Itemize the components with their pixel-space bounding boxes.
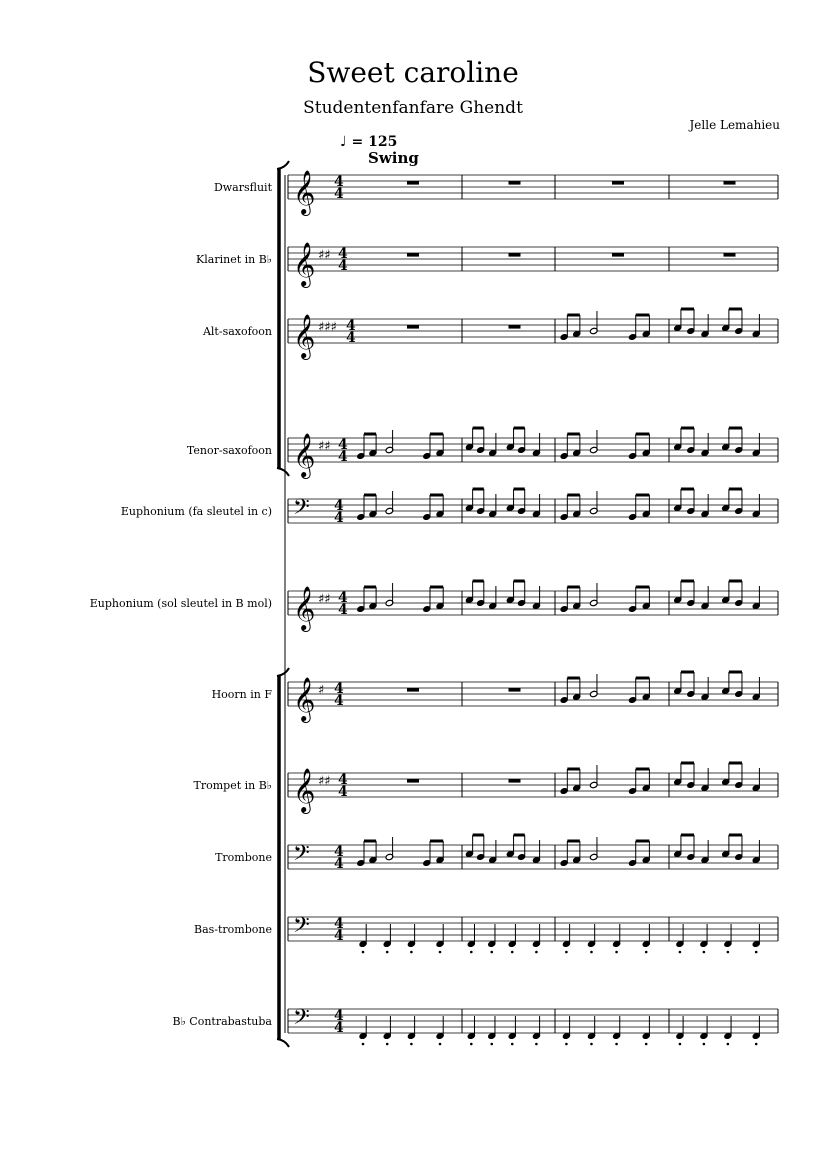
- time-sig-top: 4: [334, 844, 344, 860]
- staccato-dot: [410, 951, 413, 954]
- time-sig-bottom: 4: [338, 258, 348, 274]
- staccato-dot: [535, 951, 538, 954]
- key-signature: ♯♯: [318, 774, 331, 789]
- woodwind-bracket-bottom: [277, 468, 289, 476]
- staccato-dot: [755, 951, 758, 954]
- time-sig-bottom: 4: [334, 186, 344, 202]
- key-signature: ♯♯: [318, 439, 331, 454]
- brass-bracket-bottom: [277, 1039, 289, 1047]
- key-signature: ♯♯: [318, 248, 331, 263]
- time-sig-bottom: 4: [346, 330, 356, 346]
- staccato-dot: [470, 1043, 473, 1046]
- instrument-name: Euphonium (sol sleutel in B mol): [89, 597, 272, 610]
- time-sig-bottom: 4: [334, 856, 344, 872]
- staccato-dot: [727, 951, 730, 954]
- key-signature: ♯♯♯: [318, 320, 337, 335]
- whole-rest: [407, 253, 419, 257]
- staccato-dot: [590, 951, 593, 954]
- staccato-dot: [755, 1043, 758, 1046]
- staccato-dot: [511, 951, 514, 954]
- tempo-marking: ♩ = 125: [340, 134, 398, 150]
- instrument-name: Euphonium (fa sleutel in c): [120, 505, 272, 518]
- staccato-dot: [511, 1043, 514, 1046]
- key-signature: ♯♯: [318, 592, 331, 607]
- time-sig-top: 4: [334, 498, 344, 514]
- composer: Jelle Lemahieu: [689, 118, 780, 132]
- staccato-dot: [703, 951, 706, 954]
- bass-clef: 𝄢: [293, 1005, 310, 1035]
- staccato-dot: [410, 1043, 413, 1046]
- time-sig-top: 4: [346, 318, 356, 334]
- staccato-dot: [615, 1043, 618, 1046]
- woodwind-bracket-top: [277, 161, 289, 169]
- staccato-dot: [590, 1043, 593, 1046]
- instrument-name: Tenor-saxofoon: [186, 444, 272, 457]
- title: Sweet caroline: [307, 56, 519, 89]
- staff-system: [90, 161, 778, 1047]
- whole-rest: [509, 253, 521, 257]
- staccato-dot: [362, 1043, 365, 1046]
- key-signature: ♯: [318, 683, 325, 698]
- staccato-dot: [565, 951, 568, 954]
- time-sig-bottom: 4: [334, 928, 344, 944]
- instrument-name: Trompet in B♭: [193, 779, 272, 792]
- treble-clef: 𝄞: [293, 170, 316, 214]
- staccato-dot: [386, 1043, 389, 1046]
- tempo-style: Swing: [368, 149, 419, 167]
- instrument-name: Bas-trombone: [194, 923, 272, 936]
- whole-rest: [612, 253, 624, 257]
- staccato-dot: [490, 951, 493, 954]
- instrument-name: B♭ Contrabastuba: [172, 1015, 272, 1028]
- subtitle: Studentenfanfare Ghendt: [303, 98, 523, 118]
- bass-clef: 𝄢: [293, 841, 310, 871]
- whole-rest: [509, 325, 521, 329]
- time-sig-top: 4: [334, 174, 344, 190]
- time-sig-top: 4: [334, 681, 344, 697]
- whole-rest: [407, 688, 419, 692]
- treble-clef: 𝄞: [293, 586, 316, 630]
- staccato-dot: [535, 1043, 538, 1046]
- whole-rest: [724, 253, 736, 257]
- whole-rest: [407, 779, 419, 783]
- staccato-dot: [645, 1043, 648, 1046]
- time-sig-top: 4: [338, 437, 348, 453]
- time-sig-bottom: 4: [334, 1020, 344, 1036]
- time-sig-bottom: 4: [338, 784, 348, 800]
- staccato-dot: [386, 951, 389, 954]
- time-sig-top: 4: [338, 772, 348, 788]
- treble-clef: 𝄞: [293, 433, 316, 477]
- instrument-name: Alt-saxofoon: [202, 325, 272, 338]
- treble-clef: 𝄞: [293, 314, 316, 358]
- whole-rest: [407, 181, 419, 185]
- whole-rest: [509, 181, 521, 185]
- staccato-dot: [727, 1043, 730, 1046]
- instrument-name: Hoorn in F: [211, 688, 272, 701]
- brass-bracket-top: [277, 668, 289, 676]
- bass-clef: 𝄢: [293, 495, 310, 525]
- instrument-name: Trombone: [215, 851, 272, 864]
- staccato-dot: [362, 951, 365, 954]
- time-sig-top: 4: [334, 1008, 344, 1024]
- whole-rest: [509, 779, 521, 783]
- staccato-dot: [679, 1043, 682, 1046]
- whole-rest: [407, 325, 419, 329]
- treble-clef: 𝄞: [293, 242, 316, 286]
- staccato-dot: [565, 1043, 568, 1046]
- time-sig-bottom: 4: [334, 510, 344, 526]
- treble-clef: 𝄞: [293, 677, 316, 721]
- time-sig-top: 4: [338, 590, 348, 606]
- whole-rest: [509, 688, 521, 692]
- instrument-name: Klarinet in B♭: [196, 253, 272, 266]
- staccato-dot: [615, 951, 618, 954]
- whole-rest: [612, 181, 624, 185]
- staccato-dot: [470, 951, 473, 954]
- bass-clef: 𝄢: [293, 913, 310, 943]
- treble-clef: 𝄞: [293, 768, 316, 812]
- staccato-dot: [439, 1043, 442, 1046]
- time-sig-top: 4: [338, 246, 348, 262]
- staccato-dot: [490, 1043, 493, 1046]
- staccato-dot: [703, 1043, 706, 1046]
- time-sig-bottom: 4: [334, 693, 344, 709]
- instrument-name: Dwarsfluit: [213, 181, 272, 194]
- time-sig-bottom: 4: [338, 602, 348, 618]
- staccato-dot: [679, 951, 682, 954]
- time-sig-top: 4: [334, 916, 344, 932]
- time-sig-bottom: 4: [338, 449, 348, 465]
- staccato-dot: [439, 951, 442, 954]
- whole-rest: [724, 181, 736, 185]
- staccato-dot: [645, 951, 648, 954]
